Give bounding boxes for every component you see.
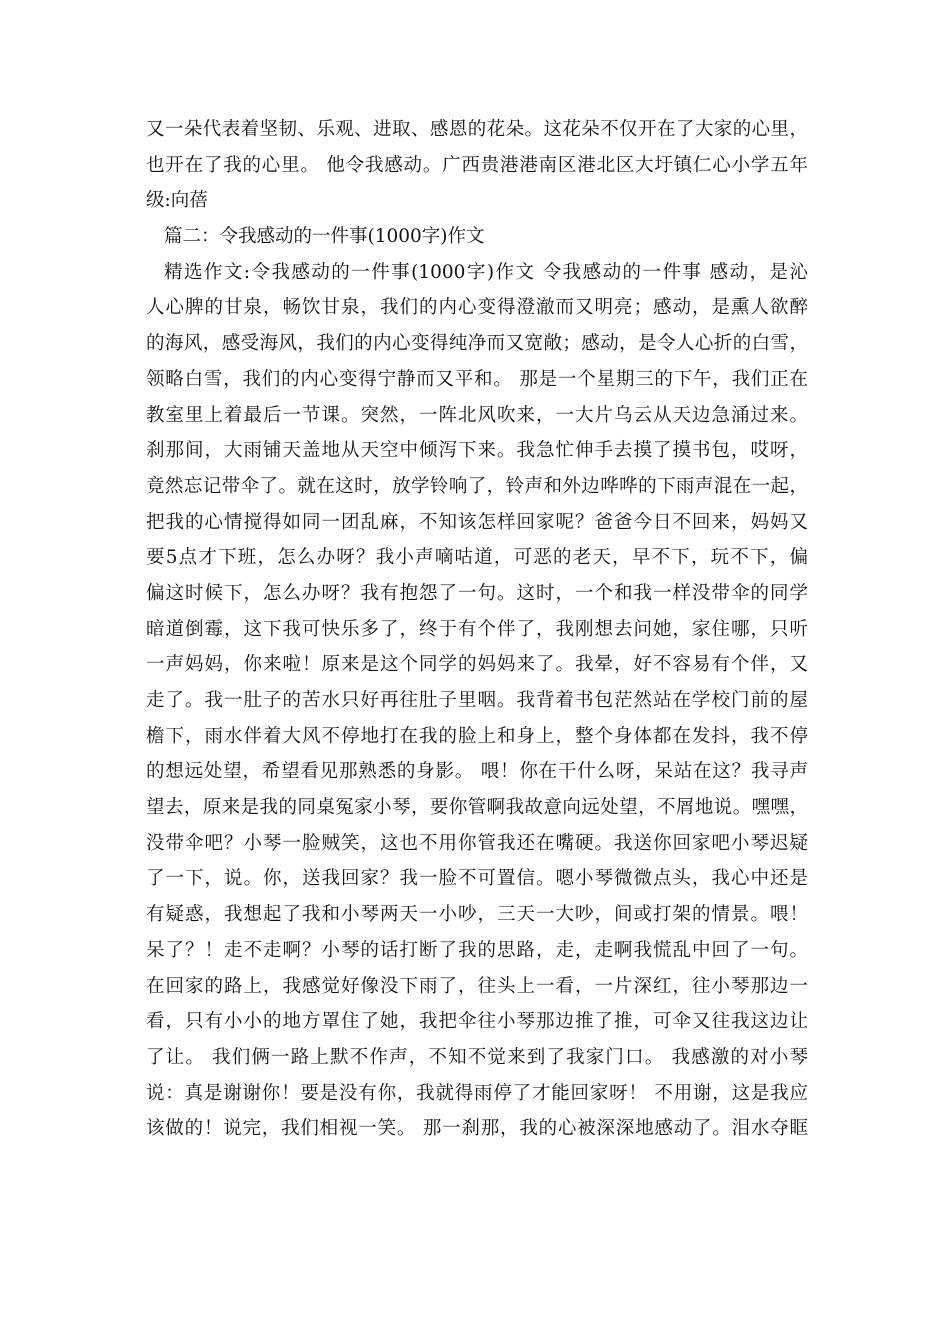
text-line: 说：真是谢谢你！要是没有你，我就得雨停了才能回家呀！ 不用谢，这是我应 (146, 1082, 808, 1104)
text-line: 了让。 我们俩一路上默不作声，不知不觉来到了我家门口。 我感激的对小琴 (146, 1046, 808, 1068)
text-line: 看，只有小小的地方罩住了她，我把伞往小琴那边推了推，可伞又往我这边让 (146, 1011, 808, 1033)
text-line: 该做的！说完，我们相视一笑。 那一刹那，我的心被深深地感动了。泪水夺眶 (146, 1118, 808, 1140)
text-line: 领略白雪，我们的内心变得宁静而又平和。 那是一个星期三的下午，我们正在 (146, 368, 808, 390)
text-line: 把我的心情搅得如同一团乱麻，不知该怎样回家呢？爸爸今日不回来，妈妈又 (146, 511, 808, 533)
text-line: 偏这时候下，怎么办呀？我有抱怨了一句。这时，一个和我一样没带伞的同学 (146, 582, 808, 604)
text-line: 精选作文:令我感动的一件事(1000字)作文 令我感动的一件事 感动，是沁 (164, 261, 808, 283)
text-line: 人心脾的甘泉，畅饮甘泉，我们的内心变得澄澈而又明亮；感动，是熏人欲醉 (146, 297, 808, 319)
text-line: 的海风，感受海风，我们的内心变得纯净而又宽敞；感动，是令人心折的白雪， (146, 333, 808, 355)
text-line: 暗道倒霉，这下我可快乐多了，终于有个伴了，我刚想去问她，家住哪，只听 (146, 618, 808, 640)
text-line: 的想远处望，希望看见那熟悉的身影。 喂！你在干什么呀，呆站在这？我寻声 (146, 761, 808, 783)
text-line: 要5点才下班，怎么办呀？我小声嘀咕道，可恶的老天，早不下，玩不下，偏 (146, 547, 808, 569)
text-line: 级:向蓓 (146, 190, 208, 212)
text-line: 没带伞吧？小琴一脸贼笑，这也不用你管我还在嘴硬。我送你回家吧小琴迟疑 (146, 832, 808, 854)
section-heading: 篇二：令我感动的一件事(1000字)作文 (164, 226, 485, 248)
article-body (146, 112, 808, 1147)
text-line: 有疑惑，我想起了我和小琴两天一小吵，三天一大吵，间或打架的情景。喂！ (146, 904, 808, 926)
text-line: 望去，原来是我的同桌冤家小琴，要你管啊我故意向远处望，不屑地说。嘿嘿， (146, 797, 808, 819)
text-line: 一声妈妈，你来啦！原来是这个同学的妈妈来了。我晕，好不容易有个伴，又 (146, 654, 808, 676)
text-line: 在回家的路上，我感觉好像没下雨了，往头上一看，一片深红，往小琴那边一 (146, 975, 808, 997)
text-line: 也开在了我的心里。 他令我感动。广西贵港港南区港北区大圩镇仁心小学五年 (146, 154, 808, 176)
text-line: 走了。我一肚子的苦水只好再往肚子里咽。我背着书包茫然站在学校门前的屋 (146, 690, 808, 711)
text-line: 刹那间，大雨铺天盖地从天空中倾泻下来。我急忙伸手去摸了摸书包，哎呀， (146, 440, 808, 462)
text-line: 呆了？！走不走啊？小琴的话打断了我的思路，走，走啊我慌乱中回了一句。 (146, 939, 808, 961)
text-line: 竟然忘记带伞了。就在这时，放学铃响了，铃声和外边哗哗的下雨声混在一起， (146, 475, 808, 497)
text-line: 又一朵代表着坚韧、乐观、进取、感恩的花朵。这花朵不仅开在了大家的心里， (146, 119, 808, 140)
text-line: 檐下，雨水伴着大风不停地打在我的脸上和身上，整个身体都在发抖，我不停 (146, 725, 808, 747)
text-line: 教室里上着最后一节课。突然，一阵北风吹来，一大片乌云从天边急涌过来。 (146, 404, 808, 426)
text-line: 了一下，说。你，送我回家？我一脸不可置信。嗯小琴微微点头，我心中还是 (146, 868, 808, 890)
